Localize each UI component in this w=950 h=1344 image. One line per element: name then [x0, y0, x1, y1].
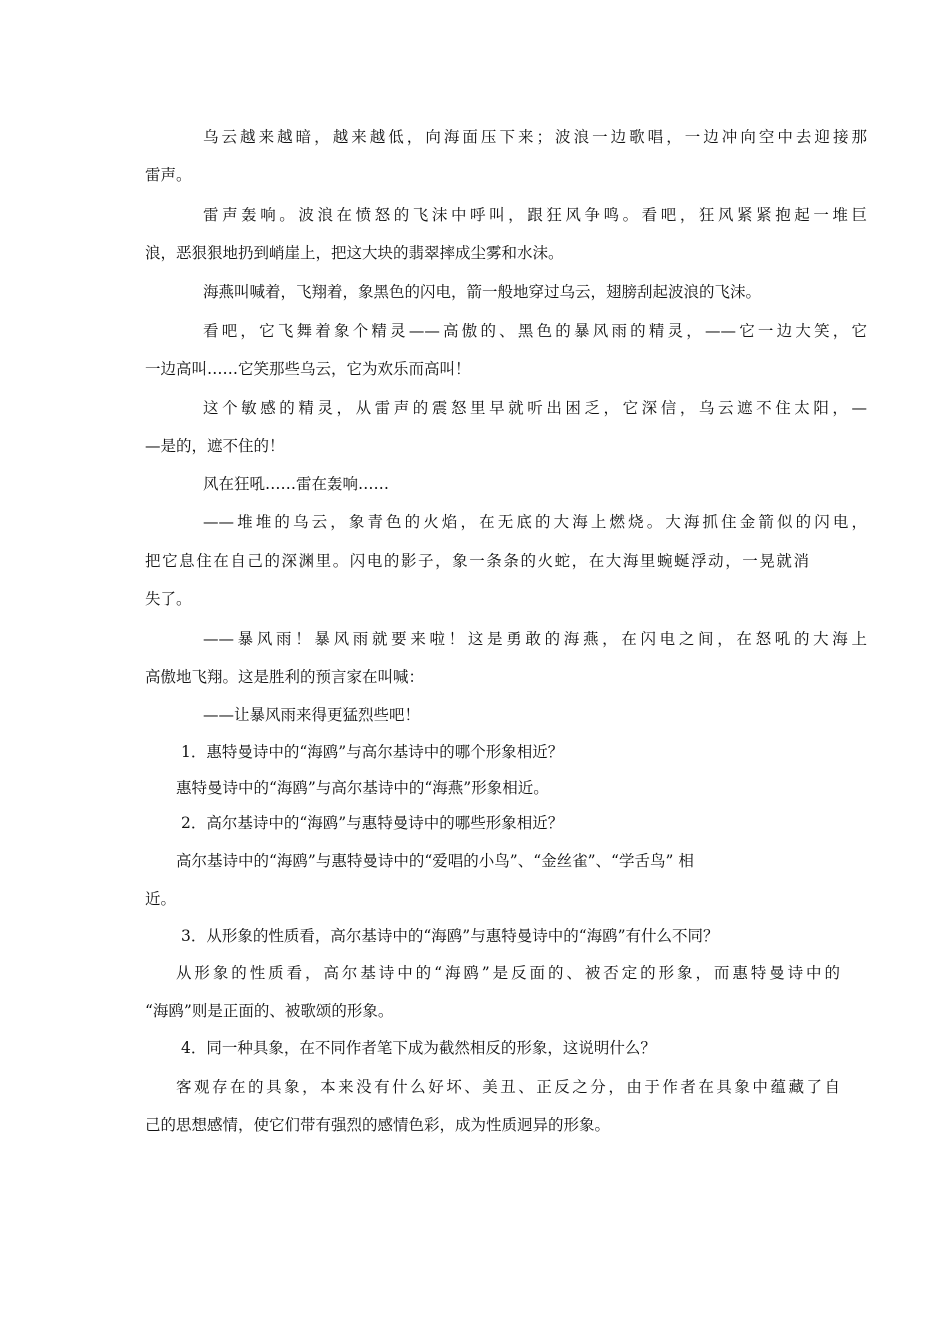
text-line: 雷声。	[145, 166, 192, 184]
text-line: 失了。	[145, 590, 192, 608]
answer-3: 从形象的性质看，高尔基诗中的“海鸥”是反面的、被否定的形象，而惠特曼诗中的	[176, 964, 840, 982]
text-line: 看吧，它飞舞着象个精灵——高傲的、黑色的暴风雨的精灵，——它一边大笑，它	[203, 322, 867, 340]
text-line: 乌云越来越暗，越来越低，向海面压下来；波浪一边歌唱，一边冲向空中去迎接那	[203, 128, 867, 146]
text-line: 高傲地飞翔。这是胜利的预言家在叫喊：	[145, 668, 425, 686]
answer-4: 客观存在的具象，本来没有什么好坏、美丑、正反之分，由于作者在具象中蕴藏了自	[176, 1078, 840, 1096]
text-line: “海鸥”则是正面的、被歌颂的形象。	[145, 1002, 394, 1020]
question-4: 4．同一种具象，在不同作者笔下成为截然相反的形象，这说明什么？	[181, 1039, 656, 1057]
text-line: 雷声轰响。波浪在愤怒的飞沫中呼叫，跟狂风争鸣。看吧，狂风紧紧抱起一堆巨	[203, 206, 867, 224]
question-1: 1．惠特曼诗中的“海鸥”与高尔基诗中的哪个形象相近？	[181, 743, 564, 761]
text-line: ——暴风雨！暴风雨就要来啦！这是勇敢的海燕，在闪电之间，在怒吼的大海上	[203, 630, 867, 648]
text-line: 风在狂吼……雷在轰响……	[203, 475, 390, 493]
text-line: 己的思想感情，使它们带有强烈的感情色彩，成为性质迥异的形象。	[145, 1116, 611, 1134]
text-line: 把它息住在自己的深渊里。闪电的影子，象一条条的火蛇，在大海里蜿蜒浮动，一晃就消	[145, 552, 809, 570]
text-line: 近。	[145, 890, 177, 908]
answer-2: 高尔基诗中的“海鸥”与惠特曼诗中的“爱唱的小鸟”、“金丝雀”、“学舌鸟” 相	[176, 852, 694, 870]
text-line: 这个敏感的精灵，从雷声的震怒里早就听出困乏，它深信，乌云遮不住太阳，—	[203, 399, 867, 417]
answer-1: 惠特曼诗中的“海鸥”与高尔基诗中的“海燕”形象相近。	[176, 779, 549, 797]
text-line: ——让暴风雨来得更猛烈些吧！	[203, 706, 421, 724]
text-line: ——堆堆的乌云，象青色的火焰，在无底的大海上燃烧。大海抓住金箭似的闪电，	[203, 513, 867, 531]
text-line: —是的，遮不住的！	[145, 437, 285, 455]
text-line: 浪，恶狠狠地扔到峭崖上，把这大块的翡翠摔成尘雾和水沫。	[145, 244, 564, 262]
text-line: 海燕叫喊着，飞翔着，象黑色的闪电，箭一般地穿过乌云，翅膀刮起波浪的飞沫。	[203, 283, 762, 301]
text-line: 一边高叫……它笑那些乌云，它为欢乐而高叫！	[145, 360, 471, 378]
question-2: 2．高尔基诗中的“海鸥”与惠特曼诗中的哪些形象相近？	[181, 814, 564, 832]
question-3: 3．从形象的性质看，高尔基诗中的“海鸥”与惠特曼诗中的“海鸥”有什么不同？	[181, 927, 719, 945]
